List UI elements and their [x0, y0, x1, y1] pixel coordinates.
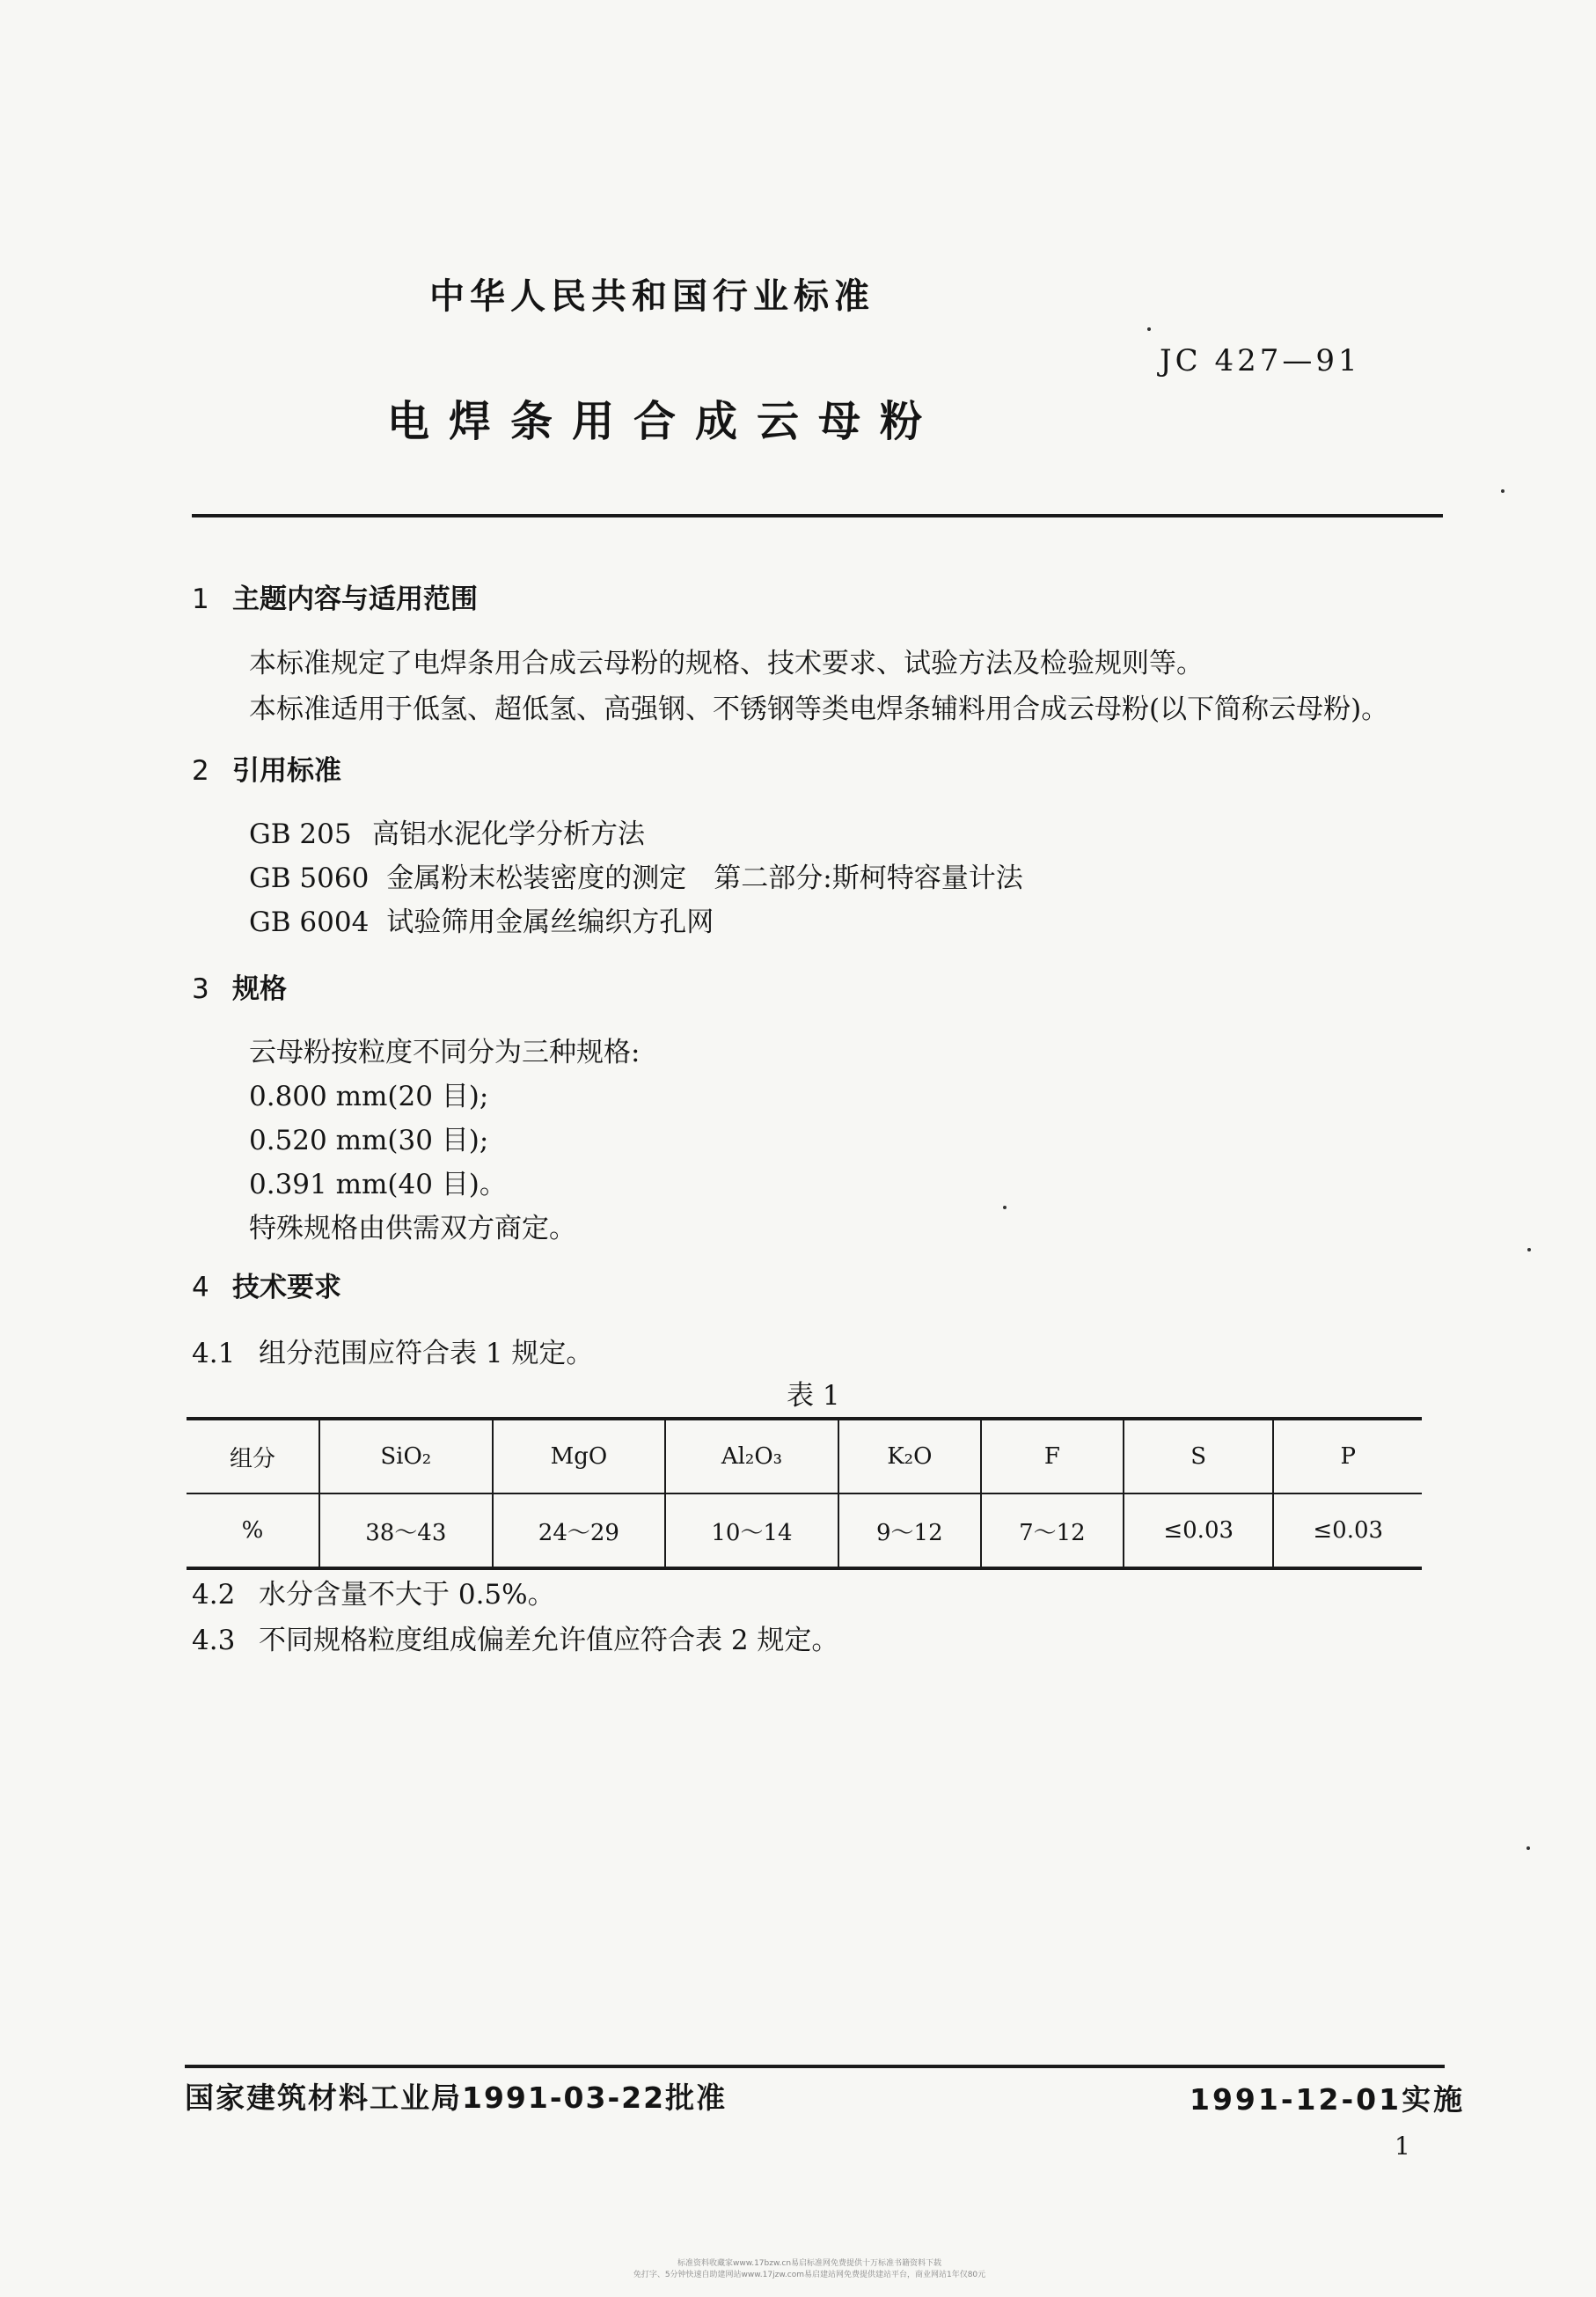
reference-code: GB 5060	[249, 862, 370, 894]
scan-speck	[1526, 1846, 1530, 1850]
table-caption: 表 1	[787, 1380, 840, 1412]
reference-code: GB 205	[249, 818, 352, 850]
table-cell: 9～12	[838, 1493, 981, 1568]
reference-name: 试验筛用金属丝编织方孔网	[386, 906, 714, 938]
composition-table	[187, 1417, 1422, 1570]
table-cell: K₂O	[838, 1419, 981, 1493]
table-cell: %	[187, 1493, 319, 1568]
reference-item	[249, 855, 1023, 895]
watermark-line: 免打字、5分钟快速自助建网站www.17jzw.com易启建站网免费提供建站平台，商业网站1年仅80元	[633, 2271, 986, 2279]
section-3-heading	[192, 966, 287, 1006]
section-number: 2	[192, 755, 209, 787]
scan-speck	[1501, 489, 1504, 493]
section-number: 3	[192, 973, 209, 1005]
header-rule	[192, 514, 1443, 517]
paragraph: 本标准适用于低氢、超低氢、高强钢、不锈钢等类电焊条辅料用合成云母粉(以下简称云母粉)。	[249, 694, 1389, 725]
table-cell: ≤0.03	[1273, 1493, 1422, 1568]
table-cell: S	[1124, 1419, 1274, 1493]
spec-item: 0.800 mm(20 目);	[249, 1081, 489, 1112]
clause-text: 组分范围应符合表 1 规定。	[259, 1338, 594, 1369]
approval-line: 国家建筑材料工业局1991-03-22批准	[185, 2081, 728, 2115]
table-cell: 38～43	[319, 1493, 493, 1568]
section-title: 规格	[232, 973, 287, 1005]
scan-speck	[1527, 1248, 1531, 1251]
clause-text: 不同规格粒度组成偏差允许值应符合表 2 规定。	[259, 1625, 839, 1656]
paragraph: 云母粉按粒度不同分为三种规格:	[249, 1037, 641, 1068]
table-cell: 组分	[187, 1419, 319, 1493]
standard-code: JC 427—91	[1160, 343, 1361, 378]
paragraph: 特殊规格由供需双方商定。	[249, 1213, 576, 1244]
table-cell: ≤0.03	[1124, 1493, 1274, 1568]
reference-code: GB 6004	[249, 906, 370, 938]
spec-item: 0.520 mm(30 目);	[249, 1125, 489, 1156]
table-row	[187, 1493, 1422, 1568]
spec-item: 0.391 mm(40 目)。	[249, 1169, 507, 1200]
page-number: 1	[1395, 2132, 1410, 2161]
clause-4-2	[192, 1572, 555, 1611]
document-title: 电焊条用合成云母粉	[387, 397, 942, 446]
table-header-row	[187, 1419, 1422, 1493]
section-title: 技术要求	[232, 1272, 341, 1303]
clause-4-3	[192, 1618, 838, 1657]
reference-item	[249, 899, 714, 939]
paragraph: 本标准规定了电焊条用合成云母粉的规格、技术要求、试验方法及检验规则等。	[249, 648, 1204, 679]
table-cell: 10～14	[665, 1493, 838, 1568]
table-cell: F	[981, 1419, 1124, 1493]
scan-speck	[1003, 1206, 1007, 1209]
clause-number: 4.1	[192, 1338, 236, 1369]
section-number: 1	[192, 583, 209, 615]
table-cell: MgO	[493, 1419, 666, 1493]
footer-rule	[185, 2065, 1445, 2068]
section-1-heading	[192, 576, 478, 616]
section-2-heading	[192, 748, 341, 788]
section-title: 主题内容与适用范围	[232, 583, 478, 615]
reference-item	[249, 811, 645, 851]
clause-number: 4.2	[192, 1579, 236, 1611]
watermark-line: 标准资料收藏家www.17bzw.cn易启标准网免费提供十万标准书籍资料下载	[677, 2259, 942, 2268]
clause-text: 水分含量不大于 0.5%。	[259, 1579, 555, 1611]
section-title: 引用标准	[232, 755, 341, 787]
scan-speck	[1147, 327, 1151, 331]
clause-4-1	[192, 1331, 593, 1370]
table-cell: P	[1273, 1419, 1422, 1493]
clause-number: 4.3	[192, 1625, 236, 1656]
watermark	[563, 2258, 1056, 2281]
reference-name: 金属粉末松装密度的测定 第二部分:斯柯特容量计法	[386, 862, 1023, 894]
table-cell: Al₂O₃	[665, 1419, 838, 1493]
effective-date: 1991-12-01实施	[1190, 2082, 1466, 2117]
table-cell: 24～29	[493, 1493, 666, 1568]
table-cell: 7～12	[981, 1493, 1124, 1568]
table-cell: SiO₂	[319, 1419, 493, 1493]
section-number: 4	[192, 1272, 209, 1303]
standard-org-title: 中华人民共和国行业标准	[429, 276, 875, 317]
reference-name: 高铝水泥化学分析方法	[372, 818, 645, 850]
section-4-heading	[192, 1265, 341, 1304]
